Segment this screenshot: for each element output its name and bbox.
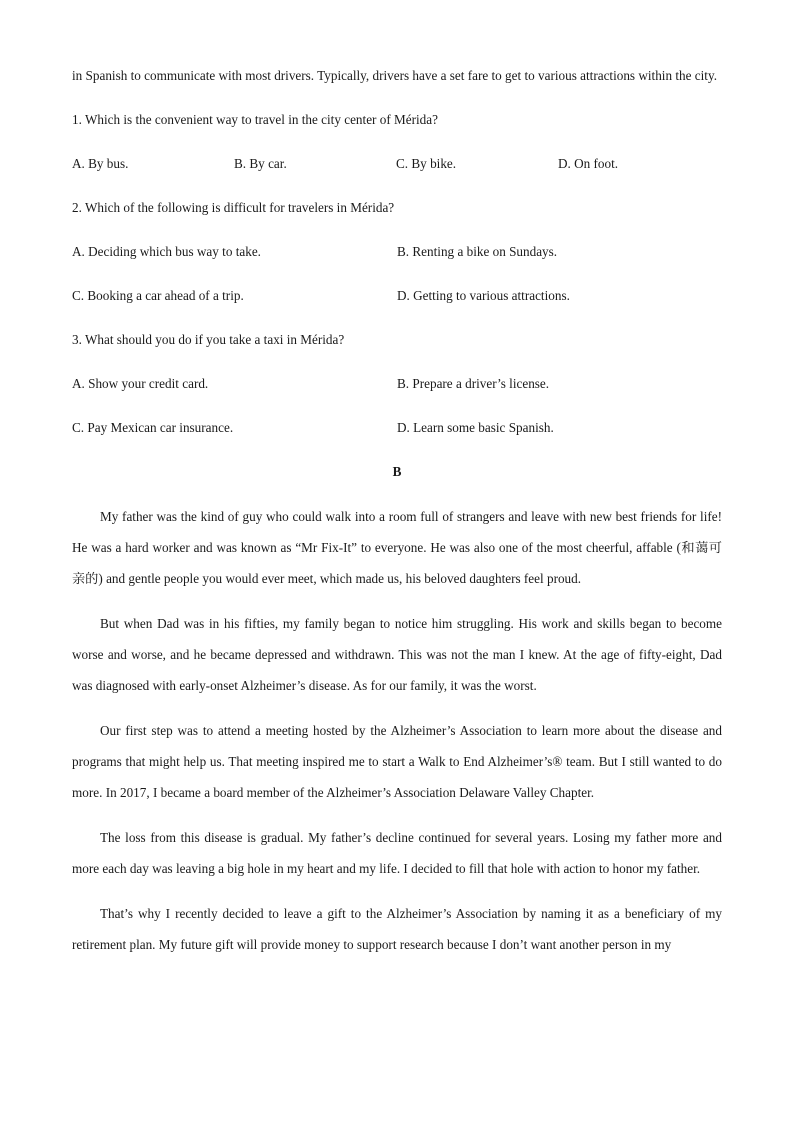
document-page bbox=[72, 60, 722, 960]
options-row bbox=[72, 412, 722, 443]
question-stem: 3. What should you do if you take a taxi in Mérida? bbox=[72, 332, 345, 347]
options-row bbox=[72, 280, 722, 311]
section-heading: B bbox=[392, 464, 402, 479]
question-1 bbox=[72, 104, 722, 179]
body-paragraph-1: My father was the kind of guy who could walk into a room full of strangers and leave with new best friends for life! He was a hard worker and was known as “Mr Fix-It” to everyone. He was also one of the most cheerful, affable (和蔼可亲的) and gentle people you would ever meet, which made us, his beloved daughters feel proud. bbox=[72, 509, 722, 586]
question-stem: 2. Which of the following is difficult for travelers in Mérida? bbox=[72, 200, 395, 215]
intro-line-2: the city. bbox=[675, 68, 717, 83]
options-row bbox=[72, 148, 722, 179]
option-d: D. On foot. bbox=[558, 156, 619, 171]
option-d: D. Getting to various attractions. bbox=[397, 288, 570, 303]
option-c: C. Booking a car ahead of a trip. bbox=[72, 288, 244, 303]
intro-paragraph bbox=[72, 60, 722, 91]
body-paragraph-4: The loss from this disease is gradual. My father’s decline continued for several years. Losing my father more and more each day was leaving a big hole in my heart and my life. I decided to fill that hole with action to honor my father. bbox=[72, 830, 722, 876]
option-a: A. Deciding which bus way to take. bbox=[72, 244, 261, 259]
option-a: A. Show your credit card. bbox=[72, 376, 209, 391]
options-row bbox=[72, 236, 722, 267]
body-paragraph-3: Our first step was to attend a meeting hosted by the Alzheimer’s Association to learn more about the disease and programs that might help us. That meeting inspired me to start a Walk to End Alzheimer’s® team. But I still wanted to do more. In 2017, I became a board member of the Alzheimer’s Association Delaware Valley Chapter. bbox=[72, 723, 722, 800]
question-stem: 1. Which is the convenient way to travel in the city center of Mérida? bbox=[72, 112, 438, 127]
body-paragraph-5: That’s why I recently decided to leave a gift to the Alzheimer’s Association by naming it as a beneficiary of my retirement plan. My future gift will provide money to support research because I don’t want another person in my bbox=[72, 906, 722, 952]
intro-line-1: in Spanish to communicate with most drivers. Typically, drivers have a set fare to get to various attractions within bbox=[72, 68, 673, 83]
option-b: B. By car. bbox=[234, 156, 287, 171]
question-3 bbox=[72, 324, 722, 443]
option-d: D. Learn some basic Spanish. bbox=[397, 420, 554, 435]
option-c: C. Pay Mexican car insurance. bbox=[72, 420, 234, 435]
options-row bbox=[72, 368, 722, 399]
question-2 bbox=[72, 192, 722, 311]
body-paragraph-2: But when Dad was in his fifties, my family began to notice him struggling. His work and skills began to become worse and worse, and he became depressed and withdrawn. This was not the man I knew. At the age of fifty-eight, Dad was diagnosed with early-onset Alzheimer’s disease. As for our family, it was the worst. bbox=[72, 616, 722, 693]
option-a: A. By bus. bbox=[72, 156, 129, 171]
option-b: B. Prepare a driver’s license. bbox=[397, 376, 550, 391]
option-c: C. By bike. bbox=[396, 156, 457, 171]
option-b: B. Renting a bike on Sundays. bbox=[397, 244, 558, 259]
